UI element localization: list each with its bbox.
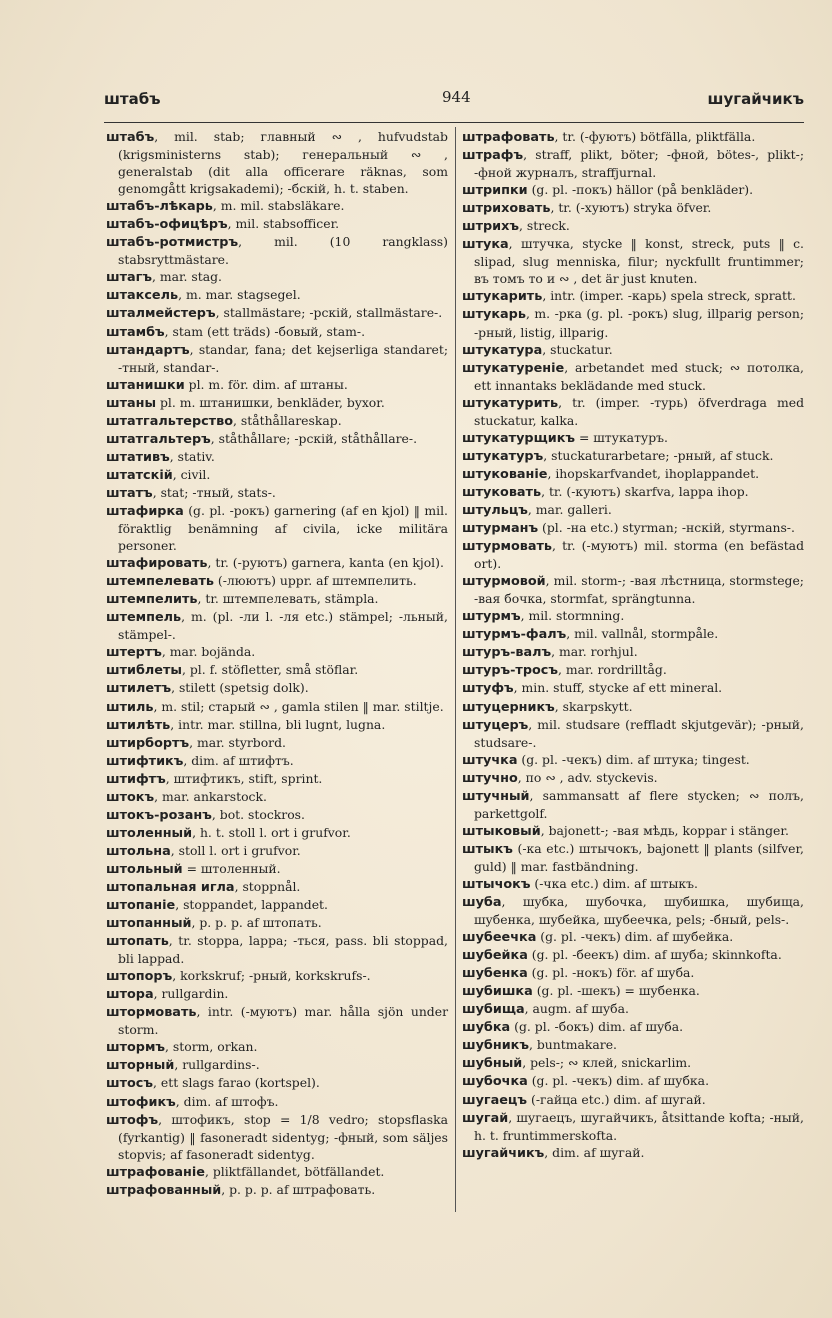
dictionary-entry [106, 860, 448, 878]
entry-headword: штольный [106, 861, 183, 877]
entry-definition: , civil. [172, 466, 211, 482]
entry-definition: (-ка etc.) штычокъ, bajonett ‖ plants (silfver, guld) ‖ mar. fastbändning. [474, 840, 804, 874]
entry-headword: штрихъ [462, 219, 520, 235]
dictionary-entry [106, 806, 448, 824]
dictionary-entry [462, 893, 804, 928]
dictionary-entry [106, 233, 448, 268]
entry-definition: , stativ. [169, 448, 215, 464]
dictionary-entry [462, 305, 804, 340]
entry-definition: , dim. af шугай. [544, 1144, 645, 1160]
entry-headword: штандартъ [106, 342, 190, 358]
entry-headword: штафировать [106, 556, 208, 572]
entry-headword: штилѣть [106, 717, 171, 733]
entry-headword: шубища [462, 1002, 525, 1018]
dictionary-entry [462, 447, 804, 465]
entry-definition: , по ∾ , adv. styckevis. [517, 769, 658, 785]
entry-definition: (-чка etc.) dim. af штыкъ. [530, 875, 698, 891]
dictionary-entry [462, 359, 804, 394]
entry-definition: , mil. stab; главный ∾ , hufvudstab (krigsministerns stab); генеральный ∾ , generalstab (dit alla officerare räknas, som genomgått krigsakademi); -бскій, h. t. staben. [118, 129, 448, 197]
dictionary-entry [462, 875, 804, 893]
dictionary-entry [106, 502, 448, 554]
dictionary-entry [462, 1018, 804, 1036]
entry-definition: , pels-; ∾ клей, snickarlim. [522, 1055, 692, 1071]
entry-definition: , шубка, шубочка, шубишка, шубища, шубенка, шубейка, шубеечка, pels; -бный, pels-. [474, 894, 804, 928]
entry-definition: (g. pl. -покъ) hällor (på benkläder). [527, 182, 754, 198]
dictionary-entry [462, 787, 804, 822]
dictionary-entry [106, 394, 448, 412]
dictionary-entry [462, 429, 804, 447]
entry-headword: штиблеты [106, 663, 182, 679]
entry-headword: штыкъ [462, 841, 513, 857]
entry-headword: штуковать [462, 484, 542, 500]
dictionary-entry [462, 946, 804, 964]
entry-headword: штопать [106, 934, 169, 950]
entry-headword: штатгальтерство [106, 413, 233, 429]
dictionary-entry [462, 465, 804, 483]
entry-definition: , intr. (imper. -карь) spela streck, spratt. [542, 288, 796, 304]
dictionary-entry [106, 341, 448, 376]
entry-definition: , ståthållare; -рскій, ståthållare-. [210, 430, 418, 446]
entry-definition: , mil. studsare (reffladt skjutgevär); -рный, studsare-. [474, 716, 804, 750]
entry-headword: штуфъ [462, 681, 514, 697]
entry-definition: , bot. stockros. [211, 806, 305, 822]
dictionary-entry [106, 878, 448, 896]
dictionary-entry [106, 128, 448, 197]
entry-headword: штемпелить [106, 592, 198, 608]
entry-definition: pl. m. штанишки, benkläder, byxor. [156, 394, 385, 410]
page-number: 944 [442, 88, 471, 106]
entry-definition: (-гайца etc.) dim. af шугай. [527, 1091, 706, 1107]
entry-headword: штукатуреніе [462, 360, 565, 376]
entry-definition: , pl. f. stöfletter, små stöflar. [181, 662, 359, 678]
dictionary-entry [462, 698, 804, 716]
entry-definition: , tr. (-хуютъ) stryka öfver. [550, 200, 712, 216]
entry-headword: шуба [462, 895, 502, 911]
dictionary-entry [462, 1072, 804, 1090]
entry-definition: , bajonett-; -вая мѣдь, koppar i stänger. [540, 822, 789, 838]
dictionary-entry [106, 1163, 448, 1181]
entry-definition: , intr. mar. stillna, bli lugnt, lugna. [170, 716, 386, 732]
dictionary-entry [106, 985, 448, 1003]
dictionary-entry [106, 376, 448, 394]
entry-definition: , mar. rordrilltåg. [558, 662, 667, 678]
dictionary-entry [462, 572, 804, 607]
entry-headword: штора [106, 987, 154, 1003]
dictionary-entry [462, 1091, 804, 1109]
entry-definition: , штифтикъ, stift, sprint. [165, 770, 323, 786]
dictionary-entry [106, 698, 448, 716]
entry-definition: , mil. storm-; -вая лѣстница, stormstege; -вая бочка, stormfat, sprängtunna. [474, 573, 804, 607]
entry-headword: штабъ-ротмистръ [106, 235, 239, 251]
entry-definition: , stuckatur. [542, 341, 613, 357]
entry-headword: штемпелевать [106, 574, 214, 590]
entry-definition: , arbetandet med stuck; ∾ потолка, ett innantaks beklädande med stuck. [474, 359, 804, 393]
entry-headword: штурмъ [462, 609, 521, 625]
entry-headword: штопальная игла [106, 879, 235, 895]
entry-definition: , m. (pl. -ли l. -ля etc.) stämpel; -льный, stämpel-. [118, 609, 448, 643]
entry-definition: , rullgardin. [153, 986, 229, 1002]
header-left-guide-word: штабъ [104, 90, 161, 108]
dictionary-entry [106, 1056, 448, 1074]
entry-definition: , min. stuff, stycke af ett mineral. [513, 680, 723, 696]
entry-headword: штатскій [106, 467, 173, 483]
entry-definition: (g. pl. -рокъ) garnering (af en kjol) ‖ mil. föraktlig benämning af civila, icke militära personer. [118, 502, 448, 554]
dictionary-entry [106, 286, 448, 304]
entry-definition: (g. pl. -чекъ) dim. af шубка. [527, 1073, 710, 1089]
dictionary-entry [462, 982, 804, 1000]
entry-definition: , stoppnål. [234, 878, 301, 894]
dictionary-entry [462, 1054, 804, 1072]
entry-definition: , ett slags farao (kortspel). [153, 1075, 320, 1091]
entry-definition: = штоленный. [182, 860, 281, 876]
entry-headword: штукатурить [462, 395, 559, 411]
right-column [462, 128, 804, 1162]
entry-headword: штамбъ [106, 324, 165, 340]
entry-definition: , mil. (10 rangklass) stabsryttmästare. [118, 234, 448, 268]
dictionary-entry [462, 625, 804, 643]
entry-definition: , stoppandet, lappandet. [175, 897, 328, 913]
entry-headword: штукатуръ [462, 448, 544, 464]
entry-headword: штукарь [462, 307, 526, 323]
entry-definition: (g. pl. -беекъ) dim. af шуба; skinnkofta. [527, 947, 782, 963]
entry-headword: штрафъ [462, 148, 524, 164]
entry-definition: , tr. (imper. -турь) öfverdraga med stuckatur, kalka. [474, 394, 804, 428]
entry-headword: штабъ-офицѣръ [106, 217, 228, 233]
entry-headword: штульцъ [462, 502, 528, 518]
page-header [104, 90, 804, 114]
entry-definition: , tr. (-куютъ) skarfva, lappa ihop. [541, 483, 749, 499]
dictionary-entry [462, 501, 804, 519]
dictionary-entry [106, 484, 448, 502]
dictionary-entry [462, 199, 804, 217]
entry-definition: , korkskruf; -рный, korkskrufs-. [172, 968, 371, 984]
entry-headword: штурмовать [462, 539, 553, 555]
dictionary-entry [462, 483, 804, 501]
entry-headword: штуцерникъ [462, 699, 555, 715]
dictionary-entry [106, 268, 448, 286]
entry-definition: , mil. stabsofficer. [227, 216, 340, 232]
entry-definition: , stallmästare; -рскій, stallmästare-. [215, 305, 443, 321]
dictionary-entry [106, 896, 448, 914]
entry-headword: шугай [462, 1110, 509, 1126]
entry-headword: штыковый [462, 823, 541, 839]
entry-headword: шубный [462, 1056, 523, 1072]
entry-definition: , штучка, stycke ‖ konst, streck, puts ‖ c. slipad, slug menniska, filur; nyckfullt fruntimmer; въ томъ то и ∾ , det är just knuten. [474, 236, 804, 287]
dictionary-entry [462, 643, 804, 661]
entry-headword: шубеечка [462, 930, 537, 946]
entry-definition: , storm, orkan. [165, 1039, 258, 1055]
dictionary-entry [462, 964, 804, 982]
entry-headword: штольна [106, 843, 171, 859]
dictionary-entry [462, 287, 804, 305]
dictionary-entry [462, 1109, 804, 1144]
entry-headword: штилетъ [106, 681, 172, 697]
entry-headword: штурманъ [462, 521, 539, 537]
entry-headword: шубочка [462, 1074, 528, 1090]
entry-headword: штаны [106, 395, 157, 411]
entry-definition: , mar. styrbord. [189, 734, 286, 750]
entry-headword: штафирка [106, 503, 184, 519]
dictionary-entry [106, 590, 448, 608]
entry-headword: шугайчикъ [462, 1145, 545, 1161]
entry-definition: , mil. vallnål, stormpåle. [566, 626, 719, 642]
entry-headword: штукатура [462, 342, 543, 358]
entry-headword: штрафованный [106, 1182, 222, 1198]
entry-definition: , mar. rorhjul. [551, 644, 638, 660]
entry-definition: , tr. (-фуютъ) bötfälla, pliktfälla. [554, 129, 756, 144]
dictionary-entry [462, 928, 804, 946]
dictionary-entry [462, 235, 804, 287]
dictionary-entry [106, 932, 448, 967]
entry-definition: , mil. stormning. [520, 608, 625, 624]
entry-definition: , mar. bojända. [161, 644, 256, 660]
dictionary-entry [462, 146, 804, 181]
entry-headword: штофъ [106, 1112, 159, 1128]
entry-definition: , augm. af шуба. [524, 1001, 629, 1017]
dictionary-entry [462, 716, 804, 751]
entry-definition: , dim. af штифтъ. [183, 752, 294, 768]
dictionary-entry [106, 304, 448, 322]
entry-headword: штоленный [106, 825, 193, 841]
dictionary-entry [106, 824, 448, 842]
dictionary-entry [106, 734, 448, 752]
dictionary-entry [106, 554, 448, 572]
entry-headword: штиль [106, 699, 154, 715]
entry-definition: , m. -рка (g. pl. -рокъ) slug, illparig person; -рный, listig, illparig. [474, 306, 804, 340]
entry-headword: штифтикъ [106, 753, 184, 769]
entry-headword: штурмъ-фалъ [462, 627, 567, 643]
entry-definition: , rullgardins-. [174, 1057, 260, 1073]
entry-definition: (pl. -на etc.) styrman; -нскій, styrmans-. [538, 520, 795, 536]
entry-definition: , ihopskarfvandet, ihoplappandet. [547, 465, 760, 481]
entry-headword: штофикъ [106, 1094, 176, 1110]
entry-definition: , stam (ett träds) -бовый, stam-. [164, 323, 366, 339]
dictionary-entry [106, 643, 448, 661]
dictionary-entry [106, 430, 448, 448]
dictionary-entry [106, 466, 448, 484]
entry-headword: штифтъ [106, 771, 166, 787]
entry-definition: , tr. (-руютъ) garnera, kanta (en kjol). [207, 555, 444, 571]
entry-definition: (g. pl. -нокъ) för. af шуба. [527, 965, 695, 981]
entry-definition: , tr. stoppa, lappa; -ться, pass. bli stoppad, bli lappad. [118, 933, 448, 967]
entry-definition: , m. mar. stagsegel. [178, 287, 301, 303]
entry-headword: штабъ-лѣкарь [106, 199, 213, 215]
entry-definition: , p. p. p. af штопать. [191, 915, 322, 931]
entry-definition: , pliktfällandet, bötfällandet. [204, 1163, 385, 1179]
dictionary-entry [462, 181, 804, 199]
dictionary-entry [106, 197, 448, 215]
dictionary-entry [106, 608, 448, 643]
entry-definition: , m. stil; старый ∾ , gamla stilen ‖ mar. stiltje. [153, 698, 444, 714]
dictionary-entry [462, 679, 804, 697]
entry-definition: = штукатуръ. [575, 429, 668, 445]
entry-definition: , stuckaturarbetare; -рный, af stuck. [543, 447, 774, 463]
entry-definition: , dim. af штофъ. [175, 1093, 279, 1109]
entry-headword: шубенка [462, 966, 528, 982]
dictionary-entry [462, 519, 804, 537]
dictionary-entry [106, 1093, 448, 1111]
dictionary-entry [106, 1111, 448, 1163]
dictionary-entry [106, 661, 448, 679]
dictionary-entry [106, 788, 448, 806]
entry-definition: , mar. stag. [151, 269, 223, 285]
dictionary-entry [106, 412, 448, 430]
entry-headword: штуцеръ [462, 717, 529, 733]
entry-headword: штемпель [106, 610, 182, 626]
dictionary-entry [462, 607, 804, 625]
dictionary-entry [462, 1144, 804, 1162]
entry-definition: , штофикъ, stop = 1/8 vedro; stopsflaska (fyrkantig) ‖ fasoneradt sidentyg; -фный, som säljes stopvis; af fasoneradt sidentyg. [118, 1111, 448, 1162]
entry-headword: штирбортъ [106, 735, 190, 751]
entry-headword: штуръ-валъ [462, 645, 552, 661]
entry-definition: pl. m. för. dim. af штаны. [184, 376, 348, 392]
entry-headword: штрипки [462, 183, 528, 199]
entry-headword: штокъ [106, 789, 155, 805]
entry-headword: штативъ [106, 449, 170, 465]
entry-headword: штертъ [106, 645, 162, 661]
entry-definition: , sammansatt af flere stycken; ∾ полъ, parkettgolf. [474, 787, 804, 821]
dictionary-entry [462, 661, 804, 679]
entry-headword: штормъ [106, 1040, 166, 1056]
entry-definition: , tr. (-муютъ) mil. storma (en befästad ort). [474, 538, 804, 572]
entry-definition: (g. pl. -чекъ) dim. af штука; tingest. [517, 751, 750, 767]
entry-definition: (g. pl. -чекъ) dim. af шубейка. [536, 929, 734, 945]
entry-headword: штычокъ [462, 876, 531, 892]
entry-definition: , streck. [519, 218, 570, 234]
entry-definition: , mar. ankarstock. [154, 788, 267, 804]
entry-headword: шугаецъ [462, 1092, 528, 1108]
entry-definition: , ståthållareskap. [233, 412, 342, 428]
dictionary-entry [462, 537, 804, 572]
dictionary-entry [462, 1000, 804, 1018]
dictionary-entry [462, 769, 804, 787]
entry-headword: штукарить [462, 289, 543, 305]
entry-headword: штабъ [106, 130, 155, 145]
entry-definition: , p. p. p. af штрафовать. [221, 1181, 376, 1197]
entry-headword: штокъ-розанъ [106, 807, 212, 823]
entry-definition: , tr. штемпелевать, stämpla. [197, 591, 379, 607]
dictionary-entry [106, 448, 448, 466]
entry-headword: штучка [462, 752, 518, 768]
entry-headword: шубникъ [462, 1038, 529, 1054]
entry-definition: , stat; -тный, stats-. [152, 484, 276, 500]
entry-headword: штрафовать [462, 130, 555, 145]
entry-headword: штопанный [106, 916, 192, 932]
dictionary-entry [106, 1181, 448, 1199]
entry-headword: штучный [462, 788, 530, 804]
entry-headword: штагъ [106, 270, 152, 286]
entry-headword: штурмовой [462, 574, 546, 590]
entry-headword: штормовать [106, 1005, 197, 1021]
entry-headword: штопоръ [106, 969, 173, 985]
entry-headword: штанишки [106, 377, 185, 393]
entry-headword: штукатурщикъ [462, 430, 576, 446]
entry-definition: , mar. galleri. [527, 501, 612, 517]
dictionary-entry [106, 1038, 448, 1056]
dictionary-entry [106, 323, 448, 341]
entry-definition: , шугаецъ, шугайчикъ, åtsittande kofta; -ный, h. t. fruntimmerskofta. [474, 1109, 804, 1143]
entry-headword: штопаніе [106, 898, 176, 914]
dictionary-entry [106, 770, 448, 788]
entry-definition: (g. pl. -шекъ) = шубенка. [532, 983, 700, 999]
entry-headword: штатъ [106, 485, 153, 501]
dictionary-entry [462, 128, 804, 146]
dictionary-entry [106, 1074, 448, 1092]
dictionary-entry [106, 716, 448, 734]
entry-headword: штрафованіе [106, 1164, 205, 1180]
entry-headword: шубка [462, 1020, 511, 1036]
entry-definition: , standar, fana; det kejserliga standaret; -тный, standar-. [118, 341, 448, 375]
dictionary-entry [462, 840, 804, 875]
dictionary-entry [462, 1036, 804, 1054]
entry-headword: штаксель [106, 288, 179, 304]
entry-definition: , stilett (spetsig dolk). [171, 680, 309, 696]
entry-headword: штатгальтеръ [106, 431, 211, 447]
dictionary-entry [106, 1003, 448, 1038]
dictionary-entry [106, 679, 448, 697]
entry-headword: штука [462, 237, 509, 253]
entry-headword: шубишка [462, 984, 533, 1000]
dictionary-entry [106, 215, 448, 233]
entry-definition: , stoll l. ort i grufvor. [170, 842, 301, 858]
header-rule [104, 122, 804, 123]
dictionary-entry [106, 914, 448, 932]
dictionary-entry [462, 341, 804, 359]
entry-definition: , m. mil. stabsläkare. [212, 198, 345, 214]
dictionary-entry [462, 822, 804, 840]
entry-headword: штуръ-тросъ [462, 663, 559, 679]
entry-definition: , intr. (-муютъ) mar. hålla sjön under storm. [118, 1004, 448, 1038]
header-right-guide-word: шугайчикъ [707, 90, 804, 108]
entry-headword: штучно [462, 770, 518, 786]
column-divider [455, 127, 456, 1212]
entry-definition: , buntmakare. [528, 1037, 617, 1053]
entry-headword: шторный [106, 1058, 175, 1074]
left-column [106, 128, 448, 1199]
dictionary-entry [462, 751, 804, 769]
entry-definition: (g. pl. -бокъ) dim. af шуба. [510, 1019, 684, 1035]
entry-definition: , h. t. stoll l. ort i grufvor. [192, 824, 351, 840]
entry-headword: шубейка [462, 948, 528, 964]
dictionary-entry [106, 572, 448, 590]
entry-headword: штосъ [106, 1076, 154, 1092]
entry-definition: , straff, plikt, böter; -фной, bötes-, plikt-; -фной журналъ, straffjurnal. [474, 147, 804, 181]
dictionary-entry [106, 967, 448, 985]
entry-headword: штукованіе [462, 466, 548, 482]
dictionary-entry [106, 842, 448, 860]
entry-headword: штриховать [462, 201, 551, 217]
entry-definition: (-люютъ) uppr. af штемпелить. [213, 573, 417, 589]
entry-definition: , skarpskytt. [554, 698, 633, 714]
dictionary-entry [462, 217, 804, 235]
dictionary-entry [462, 394, 804, 429]
entry-headword: шталмейстеръ [106, 306, 216, 322]
dictionary-entry [106, 752, 448, 770]
